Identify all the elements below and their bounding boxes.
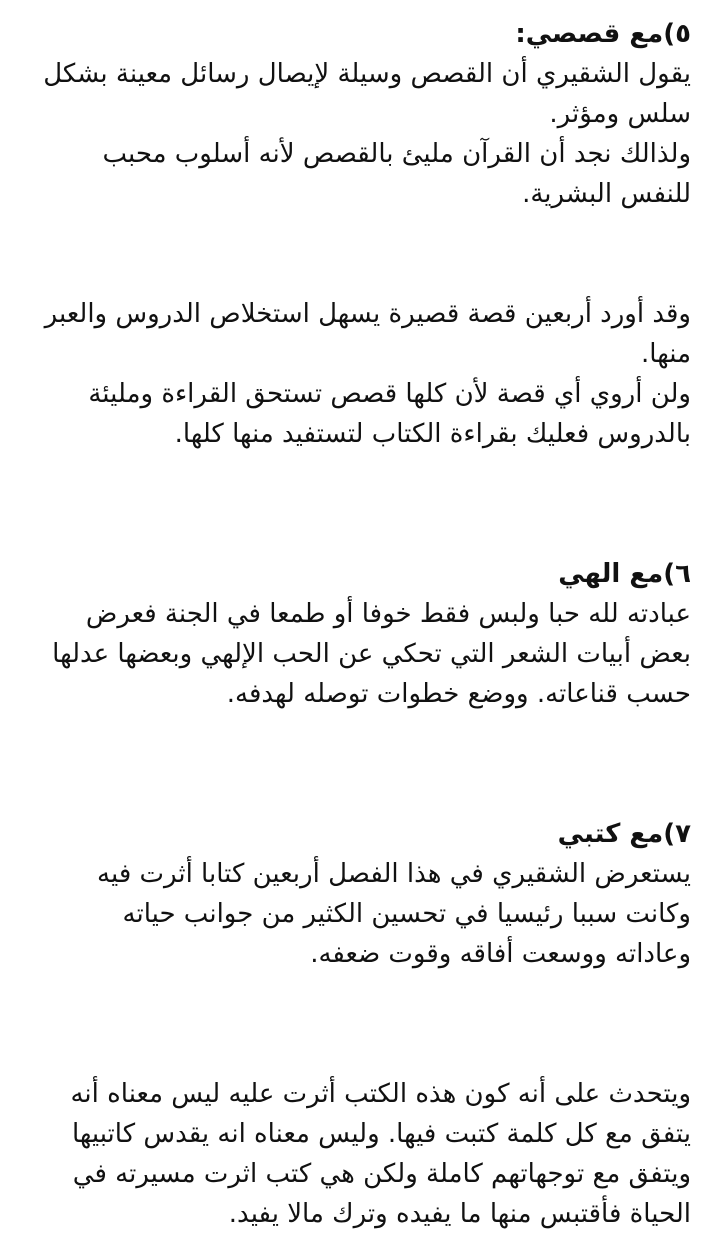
section-stories bbox=[23, 14, 691, 214]
text-line: للنفس البشرية. bbox=[522, 179, 691, 209]
paragraph-gap bbox=[23, 714, 691, 814]
text-line: يقول الشقيري أن القصص وسيلة لإيصال رسائل معينة بشكل bbox=[43, 59, 691, 89]
text-line: يستعرض الشقيري في هذا الفصل أربعين كتابا أثرت فيه bbox=[97, 859, 691, 889]
text-line: الحياة فأقتبس منها ما يفيده وترك مالا يفيد. bbox=[228, 1199, 691, 1229]
section-heading: ٧)مع كتبي bbox=[557, 819, 691, 849]
text-line: ولن أروي أي قصة لأن كلها قصص تستحق القراءة ومليئة bbox=[88, 379, 691, 409]
text-line: وعاداته ووسعت أفاقه وقوت ضعفه. bbox=[310, 939, 691, 969]
text-line: يتفق مع كل كلمة كتبت فيها. وليس معناه انه يقدس كاتبيها bbox=[71, 1119, 691, 1149]
text-line: بعض أبيات الشعر التي تحكي عن الحب الإلهي وبعضها عدلها bbox=[52, 639, 691, 669]
text-line: حسب قناعاته. ووضع خطوات توصله لهدفه. bbox=[226, 679, 691, 709]
paragraph-gap bbox=[23, 974, 691, 1074]
text-line: ولذالك نجد أن القرآن مليئ بالقصص لأنه أسلوب محبب bbox=[102, 139, 691, 169]
section-heading: ٦)مع الهي bbox=[558, 559, 691, 589]
text-line: سلس ومؤثر. bbox=[549, 99, 691, 129]
document-body bbox=[23, 14, 691, 1234]
text-line: منها. bbox=[641, 339, 691, 369]
section-my-books-continued bbox=[23, 1074, 691, 1234]
paragraph-gap bbox=[23, 214, 691, 294]
section-my-god bbox=[23, 554, 691, 714]
text-line: ويتفق مع توجهاتهم كاملة ولكن هي كتب اثرت مسيرته في bbox=[72, 1159, 691, 1189]
paragraph-gap bbox=[23, 454, 691, 554]
text-line: وقد أورد أربعين قصة قصيرة يسهل استخلاص الدروس والعبر bbox=[44, 299, 691, 329]
text-line: بالدروس فعليك بقراءة الكتاب لتستفيد منها كلها. bbox=[174, 419, 691, 449]
section-stories-continued bbox=[23, 294, 691, 454]
text-line: وكانت سببا رئيسيا في تحسين الكثير من جوانب حياته bbox=[122, 899, 691, 929]
text-line: عبادته لله حبا ولبس فقط خوفا أو طمعا في الجنة فعرض bbox=[85, 599, 691, 629]
section-heading: ٥)مع قصصي: bbox=[515, 19, 691, 49]
text-line: ويتحدث على أنه كون هذه الكتب أثرت عليه ليس معناه أنه bbox=[70, 1079, 691, 1109]
section-my-books bbox=[23, 814, 691, 974]
